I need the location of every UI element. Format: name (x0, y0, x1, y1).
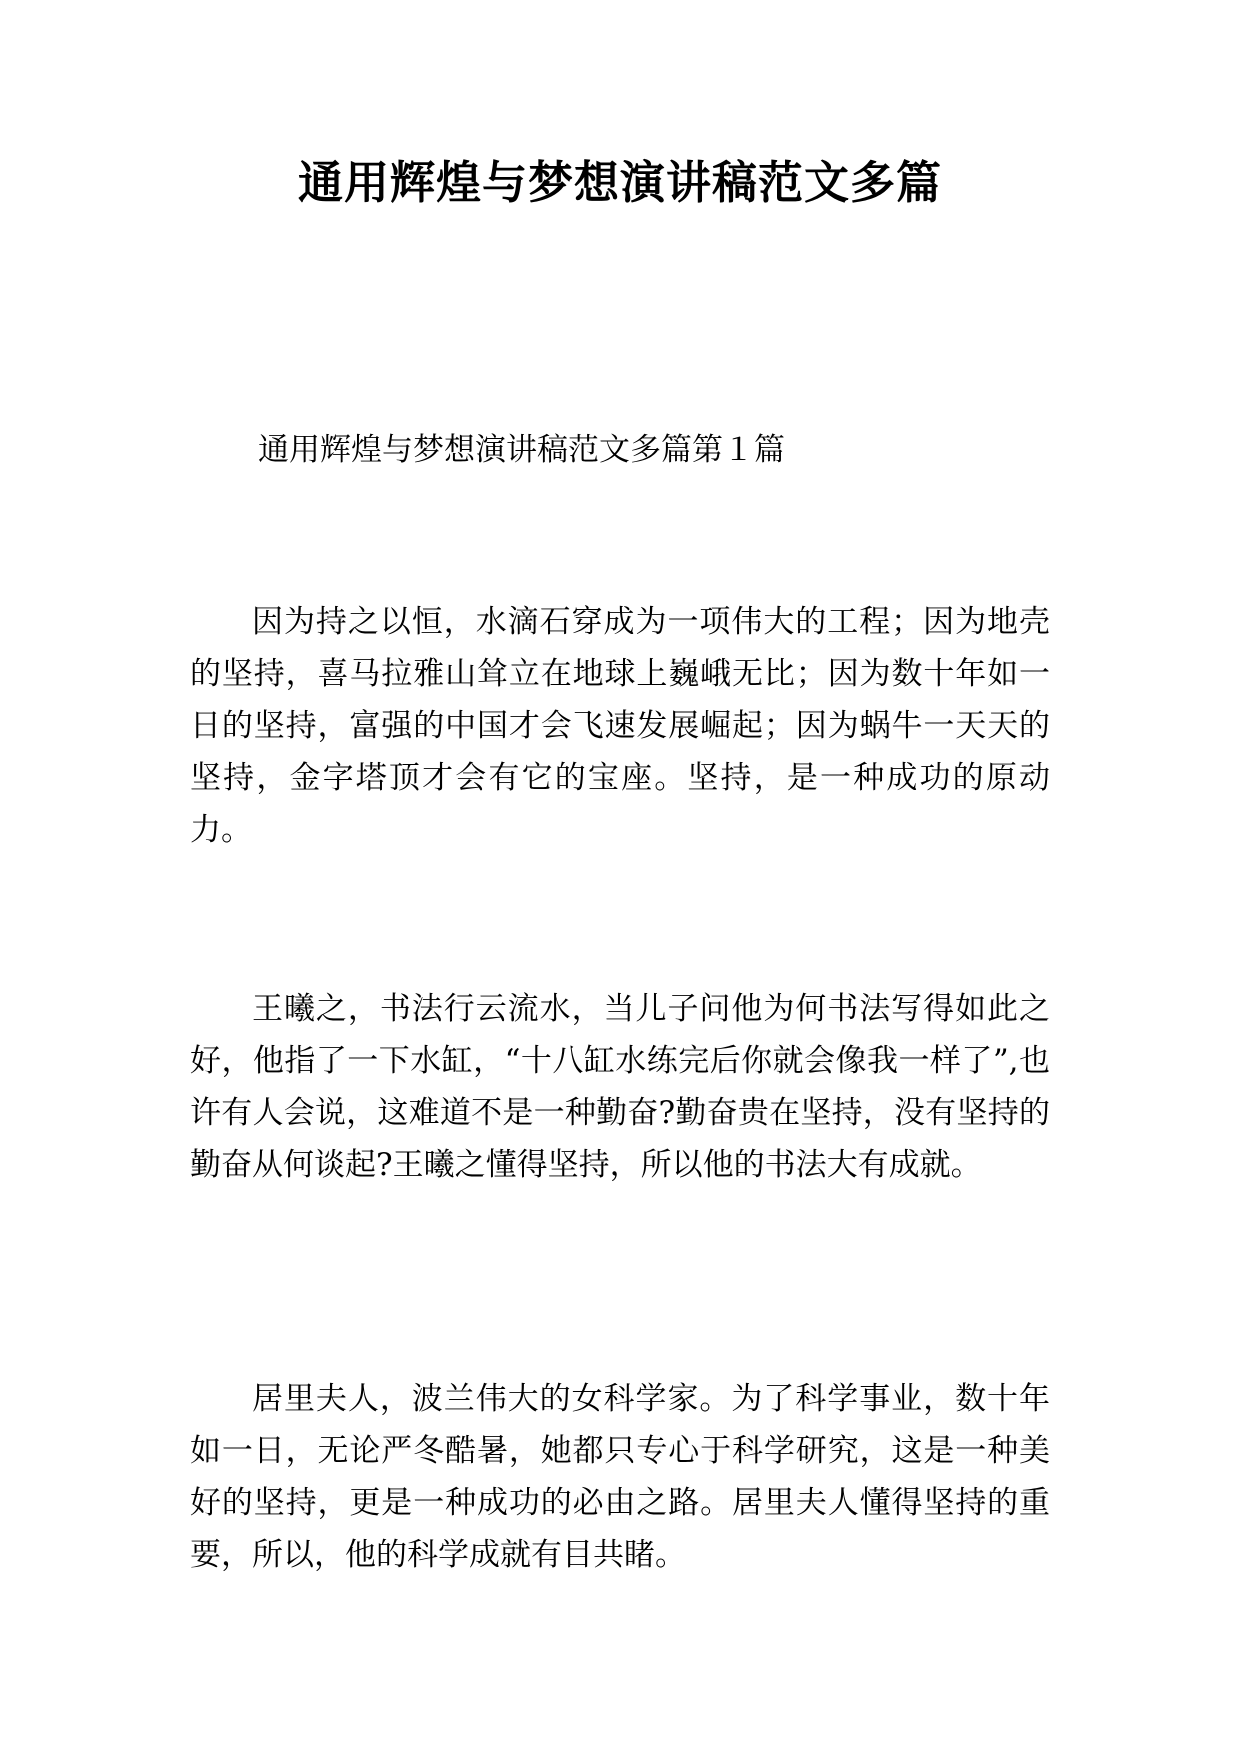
paragraph: 居里夫人，波兰伟大的女科学家。为了科学事业，数十年如一日，无论严冬酷暑，她都只专心于科学研究，这是一种美好的坚持，更是一种成功的必由之路。居里夫人懂得坚持的重要，所以，他的科学成就有目共睹。 (190, 1381, 1050, 1573)
document-title: 通用辉煌与梦想演讲稿范文多篇 (297, 156, 942, 209)
paragraph: 王曦之，书法行云流水，当儿子问他为何书法写得如此之好，他指了一下水缸，“十八缸水练完后你就会像我一样了”,也许有人会说，这难道不是一种勤奋?勤奋贵在坚持，没有坚持的勤奋从何谈起?王曦之懂得坚持，所以他的书法大有成就。 (190, 991, 1050, 1183)
section-heading: 通用辉煌与梦想演讲稿范文多篇第１篇 (258, 432, 785, 468)
paragraph: 因为持之以恒，水滴石穿成为一项伟大的工程；因为地壳的坚持，喜马拉雅山耸立在地球上巍峨无比；因为数十年如一日的坚持，富强的中国才会飞速发展崛起；因为蜗牛一天天的坚持，金字塔顶才会有它的宝座。坚持，是一种成功的原动力。 (190, 604, 1050, 848)
